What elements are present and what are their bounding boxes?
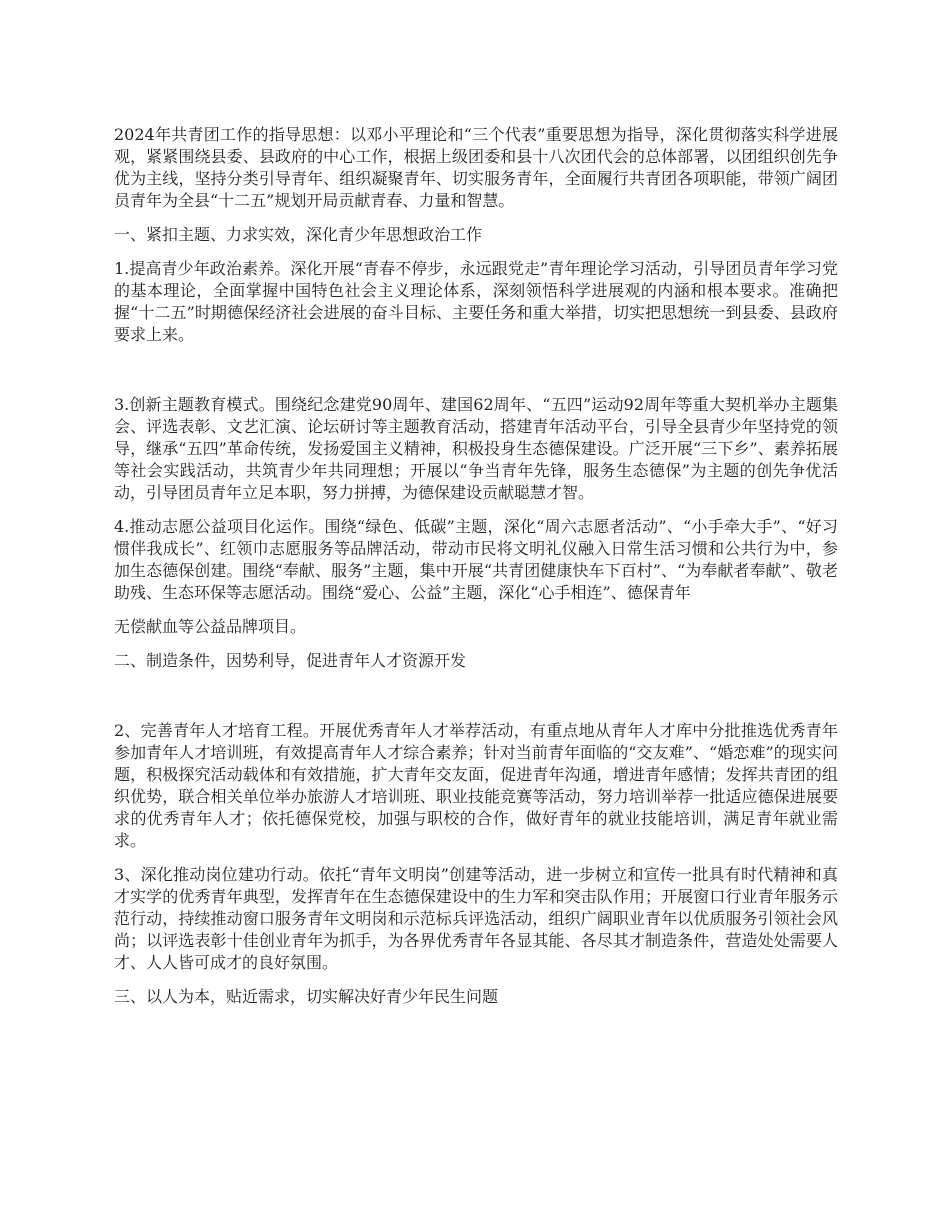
blank-gap (114, 358, 838, 394)
blank-gap (114, 684, 838, 720)
paragraph-post-contribution: 3、深化推动岗位建功行动。依托“青年文明岗”创建等活动，进一步树立和宣传一批具有时代精神和真才实学的优秀青年典型，发挥青年在生态德保建设中的生力军和突击队作用；开展窗口行业青年服务示范行动，持续推动窗口服务青年文明岗和示范标兵评选活动，组织广阔职业青年以优质服务引领社会风尚；以评选表彰十佳创业青年为抓手，为各界优秀青年各显其能、各尽其才制造条件，营造处处需要人才、人人皆可成才的良好氛围。 (114, 865, 838, 972)
section-heading-3: 三、以人为本，贴近需求，切实解决好青少年民生问题 (114, 987, 499, 1006)
paragraph-guiding-ideology: 2024年共青团工作的指导思想：以邓小平理论和“三个代表”重要思想为指导，深化贯彻落实科学进展观，紧紧围绕县委、县政府的中心工作，根据上级团委和县十八次团代会的总体部署，以团组织创先争优为主线，坚持分类引导青年、组织凝聚青年、切实服务青年，全面履行共青团各项职能，带领广阔团员青年为全县“十二五”规划开局贡献青春、力量和智慧。 (114, 125, 838, 210)
paragraph-item-1: 1.提高青少年政治素养。深化开展“青春不停步，永远跟党走”青年理论学习活动，引导团员青年学习党的基本理论，全面掌握中国特色社会主义理论体系，深刻领悟科学进展观的内涵和根本要求。准确把握“十二五”时期德保经济社会进展的奋斗目标、主要任务和重大举措，切实把思想统一到县委、县政府要求上来。 (114, 259, 838, 344)
section-heading-1: 一、紧扣主题、力求实效，深化青少年思想政治工作 (114, 225, 483, 244)
paragraph-item-3: 3.创新主题教育模式。围绕纪念建党90周年、建国62周年、“五四”运动92周年等重大契机举办主题集会、评选表彰、文艺汇演、论坛研讨等主题教育活动，搭建青年活动平台，引导全县青少年坚持党的领导，继承“五四”革命传统，发扬爱国主义精神，积极投身生态德保建设。广泛开展“三下乡”、素养拓展等社会实践活动，共筑青少年共同理想；开展以“争当青年先锋，服务生态德保”为主题的创先争优活动，引导团员青年立足本职，努力拼搏，为德保建设贡献聪慧才智。 (114, 395, 838, 502)
paragraph-item-4: 4.推动志愿公益项目化运作。围绕“绿色、低碳”主题，深化“周六志愿者活动”、“小手牵大手”、“好习惯伴我成长”、红领巾志愿服务等品牌活动，带动市民将文明礼仪融入日常生活习惯和公共行为中，参加生态德保创建。围绕“奉献、服务”主题，集中开展“共青团健康快车下百村”、“为奉献者奉献”、敬老助残、生态环保等志愿活动。围绕“爱心、公益”主题，深化“心手相连”、德保青年 (114, 517, 838, 602)
paragraph-item-4-continued: 无偿献血等公益品牌项目。 (114, 617, 307, 636)
document-body (114, 124, 838, 1020)
paragraph-talent-cultivation: 2、完善青年人才培育工程。开展优秀青年人才举荐活动，有重点地从青年人才库中分批推选优秀青年参加青年人才培训班，有效提高青年人才综合素养；针对当前青年面临的“交友难”、“婚恋难”的现实问题，积极探究活动载体和有效措施，扩大青年交友面，促进青年沟通，增进青年感情；发挥共青团的组织优势，联合相关单位举办旅游人才培训班、职业技能竞赛等活动，努力培训举荐一批适应德保进展要求的优秀青年人才；依托德保党校，加强与职校的合作，做好青年的就业技能培训，满足青年就业需求。 (114, 721, 838, 850)
section-heading-2: 二、制造条件，因势利导，促进青年人才资源开发 (114, 651, 467, 670)
